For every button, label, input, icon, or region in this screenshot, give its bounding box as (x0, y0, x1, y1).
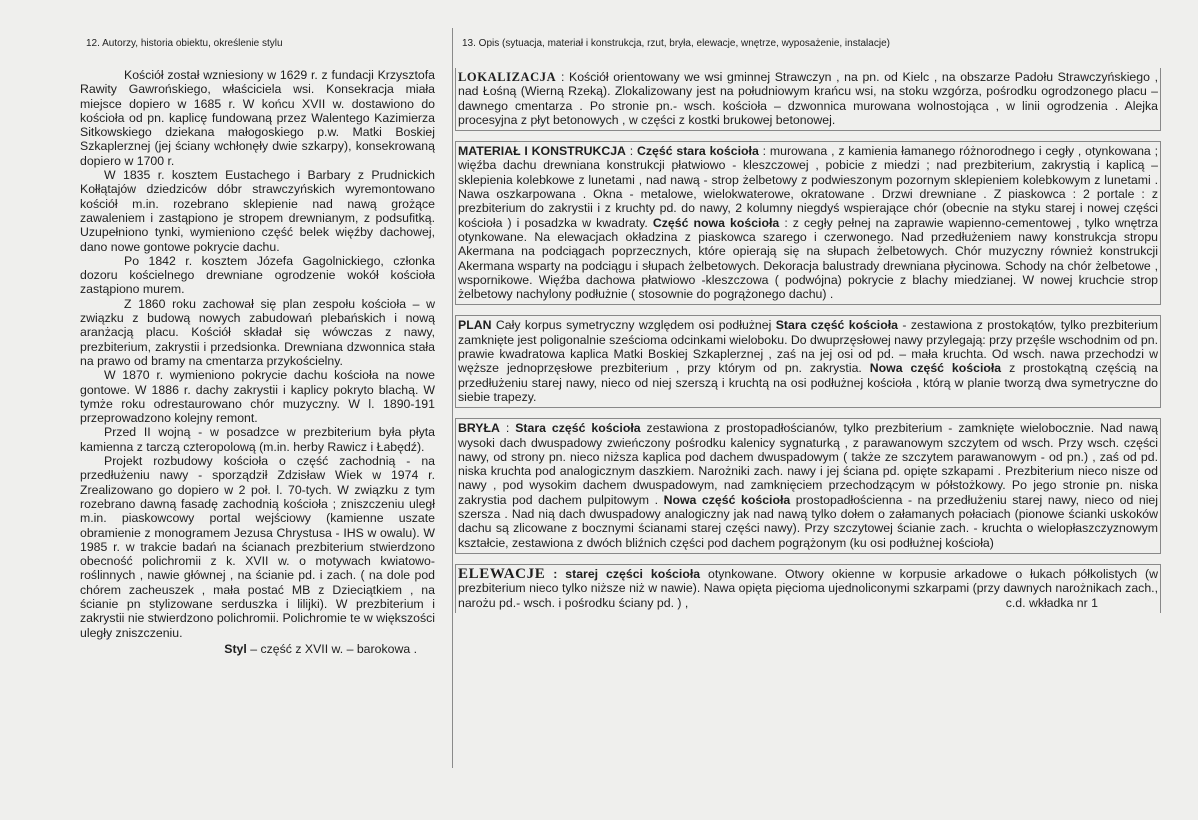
elewacje-text: otynkowane. Otwory okienne w korpusie arkadowe o łukach półkolistych (w prezbiterium nieco tylko niższe niż w nawie). Nawa opięta pięcioma ujednoliconymi szkarpami (przy dawnych narożnikach zach., narożu pd.- wsch. i pośrodku ściany pd. ) , (458, 566, 1159, 610)
continued-note: c.d. wkładka nr 1 (1005, 595, 1098, 610)
bryla-heading: BRYŁA (458, 421, 500, 436)
material-heading: MATERIAŁ I KONSTRUKCJA (458, 144, 626, 159)
style-value: – część z XVII w. – barokowa . (250, 641, 417, 656)
bryla-new-part-text: prostopadłościenna - na przedłużeniu starej nawy, nieco od niej szersza . Nad nią dach dwuspadowy analogiczny jak nad nawą tylko dołem o załamanych połaciach (pionowe ścianki uskoków dachu są zlicowane z bocznymi ścianami starej części nawy). Przy szczytowej ścianie zach. - kruchta o wielopłaszczyznowym kształcie, zestawiona z dwóch bliźnich części pod dachem pogrążonym (ku osi podłużnej kościoła) (458, 492, 1158, 550)
history-paragraph: Kościół został wzniesiony w 1629 r. z fundacji Krzysztofa Rawity Gawrońskiego, właściciela wsi. Konsekracja miała miejsce dopiero w 1685 r. W końcu XVII w. dostawiono do kościoła od pn. kaplicę fundowaną przez Walentego Kazimierza Sitkowskiego dziekana małogoskiego p.w. Matki Boskiej Szkaplerznej (jej ściany wchłonęły dwie szkarpy), konsekrowaną dopiero w 1700 r. (80, 68, 435, 168)
left-column-header: 12. Autorzy, historia obiektu, określenie stylu (86, 38, 283, 49)
plan-old-part-text: - zestawiona z prostokątów, tylko prezbiterium zamknięte jest poligonalnie sześcioma odcinkami wieloboku. Do dwuprzęsłowej nawy przylegają: przy przęśle wschodnim od pn. prawie kwadratowa kaplica Matki Boskiej Szkaplerznej , zaś na jej osi od pd. – mała kruchta. Od wsch. nawa przechodzi w węższe jednoprzęsłowe prezbiterium , przy którym od pn. zakrystia. (458, 318, 1159, 376)
plan-new-part-text: z prostokątną częścią na przedłużeniu starej nawy, nieco od niej szerszą i kruchtą na osi podłużnej kościoła , którą w planie tworzą dwa symetryczne do siebie trapezy. (458, 361, 1158, 404)
section-plan (455, 315, 1161, 408)
column-divider (452, 28, 453, 768)
bryla-new-part-label: Nowa część kościoła (663, 492, 791, 507)
style-label: Styl (224, 641, 247, 656)
history-paragraph: W 1870 r. wymieniono pokrycie dachu kościoła na nowe gontowe. W 1886 r. dachy zakrystii i kaplicy pokryto blachą. W tymże roku odrestaurowano chór muzyczny. W l. 1890-191 przeprowadzono kolejny remont. (80, 368, 435, 426)
history-paragraph: Przed II wojną - w posadzce w prezbiterium była płyta kamienna z tarczą czteropolową (m.in. herby Rawicz i Łabędź). (80, 425, 435, 454)
section-bryla: BRYŁA : Stara część kościoła zestawiona z prostopadłościanów, tylko prezbiterium - zamknięte wielobocznie. Nad nawą wysoki dach dwuspadowy zwieńczony pośrodku kalenicy sygnaturką , z parawanowym szczytem od wsch. Przy wsch. części nawy, od strony pn. nieco niższa kaplica pod dachem dwuspadowym ( także ze szczytem parawanowym - od pn.) , zaś od pd. niska kruchta pod analogicznym daszkiem. Narożniki zach. nawy i jej ściana pd. opięte szkapami . Prezbiterium nieco nisze od nawy , pod wysokim dachem dwuspadowym, nad zamknięciem przechodzącym w półstożkowy. Po jego stronie pn. niska zakrystia pod dachem pulpitowym . Nowa część kościoła prostopadłościenna - na przedłużeniu starej nawy, nieco od niej szersza . Nad nią dach dwuspadowy analogiczny jak nad nawą tylko dołem o załamanych połaciach (pionowe ścianki uskoków dachu są zlicowane z bocznymi ścianami starej części nawy). Przy szczytowej ścianie zach. - kruchta o wielopłaszczyznowym kształcie, zestawiona z dwóch bliźnich części pod dachem pogrążonym (ku osi podłużnej kościoła) (455, 418, 1161, 554)
lokalizacja-text: : Kościół orientowany we wsi gminnej Strawczyn , na pn. od Kielc , na obszarze Padołu Strawczyńskiego , nad Łośną (Wierną Rzeką). Zlokalizowany jest na południowym krańcu wsi, na stoku wzgórza, pośrodku ogrodzonego placu – dawnego cmentarza . Po stronie pn.- wsch. kościoła – dzwonnica murowana wolnostojąca , w linii ogrodzenia . Alejka procesyjna z płyt betonowych , w części z kostki brukowej betonowej. (458, 70, 1159, 127)
material-old-part-text: : murowana , z kamienia łamanego różnorodnego i cegły , otynkowana ; więźba dachu drewniana konstrukcji płatwiowo - kleszczowej , pobicie z miedzi ; nad prezbiterium, zakrystią i kaplicą – sklepienia kolebkowe z lunetami , nad nawą - strop żelbetowy z podwieszonym pozornym sklepieniem kolebkowym z lunetami . Nawa oszkarpowana . Okna - metalowe, wielokwaterowe, okratowane . Drzwi drewniane . Z piaskowca : 2 portale : z prezbiterium do zakrystii i z kruchty pd. do nawy, 2 kolumny niegdyś wspierające chór (obecnie na styku starej i nowej części kościoła ) i posadzka w kwadraty. (458, 144, 1158, 230)
elewacje-heading: ELEWACJE (458, 565, 546, 582)
plan-heading: PLAN (458, 318, 492, 333)
history-paragraph: Projekt rozbudowy kościoła o część zachodnią - na przedłużeniu nawy - sporządził Zdzisław Wiek w 1974 r. Zrealizowano go dopiero w 2 poł. l. 70-tych. W związku z tym rozebrano dawną fasadę zachodnią kościoła ; zniszczeniu uległ m.in. piaskowcowy portal wejściowy (kamienne uszate obramienie z monogramem Jezusa Chrystusa - IHS w owalu). W 1985 r. w trakcie badań na ścianach prezbiterium stwierdzono obecność polichromii z k. XVII w. o motywach kwiatowo-roślinnych , nawie głównej , na ścianie pd. i zach. ( na dole pod chórem zacheuszek , mała postać MB z Dzieciątkiem , na ścianie pn stylizowane serduszka i lilijki). W prezbiterium i zakrystii nie stwierdzono polichromii. Polichromie te w większości uległy zniszczeniu. (80, 454, 435, 640)
section-elewacje (455, 564, 1161, 613)
material-new-part-label: Część nowa kościoła (652, 215, 780, 230)
plan-new-part-label: Nowa część kościoła (869, 361, 1002, 376)
lokalizacja-heading: LOKALIZACJA (458, 70, 557, 84)
history-paragraph: W 1835 r. kosztem Eustachego i Barbary z Prudnickich Kołłątajów dziedziców dóbr strawczyńskich wyremontowano kościół m.in. rozebrano sklepienie nad nawą grożące zawaleniem i zastąpiono je stropem drewnianym, z podsufitką. Uzupełniono tynki, wymieniono część belek więźby dachowej, dano nowe gontowe pokrycie dachu. (80, 168, 435, 254)
description-column (455, 68, 1161, 613)
right-column-header: 13. Opis (sytuacja, materiał i konstrukcja, rzut, bryła, elewacje, wnętrze, wyposażenie, instalacje) (462, 38, 890, 49)
section-lokalizacja (455, 68, 1161, 131)
bryla-old-part-label: Stara część kościoła (515, 421, 641, 436)
material-old-part-label: Część stara kościoła (637, 144, 759, 159)
history-column (80, 68, 435, 656)
history-paragraph: Z 1860 roku zachował się plan zespołu kościoła – w związku z budową nowych zabudowań plebańskich i nową aranżacją placu. Kościół składał się wówczas z nawy, prezbiterium, zakrystii i przedsionka. Drewniana dzwonnica stała na prawo od bramy na cmentarza przykościelny. (80, 296, 435, 368)
plan-text-intro: Cały korpus symetryczny względem osi podłużnej (495, 318, 772, 333)
material-new-part-text: : z cegły pełnej na zaprawie wapienno-cementowej , tylko wnętrza otynkowane. Na elewacjach okładzina z piaskowca szarego i czerwonego. Nad przedłużeniem nawy konstrukcja stropu Akermana na podciągach poprzecznych, które opierają się na słupach żelbetowych. Chór muzyczny również konstrukcji Akermana wsparty na podciągu i słupach żelbetowych. Dekoracja balustrady drewniana płycinowa. Schody na chór żelbetowe , wspornikowe. Więźba dachowa płatwiowo -kleszczowa ( podwójna) pokrycie z blachy miedzianej. W nowej kruchcie strop żelbetowy nachylony podłużnie ( stosownie do pogrążonego dachu) . (458, 215, 1159, 302)
bryla-old-part-text: zestawiona z prostopadłościanów, tylko prezbiterium - zamknięte wielobocznie. Nad nawą wysoki dach dwuspadowy zwieńczony pośrodku kalenicy sygnaturką , z parawanowym szczytem od wsch. Przy wsch. części nawy, od strony pn. nieco niższa kaplica pod dachem dwuspadowym ( także ze szczytem parawanowym - od pn.) , zaś od pd. niska kruchta pod analogicznym daszkiem. Narożniki zach. nawy i jej ściana pd. opięte szkapami . Prezbiterium nieco nisze od nawy , pod wysokim dachem dwuspadowym, nad zamknięciem przechodzącym w półstożkowy. Po jego stronie pn. niska zakrystia pod dachem pulpitowym . (458, 421, 1159, 507)
plan-old-part-label: Stara część kościoła (775, 318, 898, 333)
style-line (80, 642, 435, 656)
section-material: MATERIAŁ I KONSTRUKCJA : Część stara kościoła : murowana , z kamienia łamanego różnorodnego i cegły , otynkowana ; więźba dachu drewniana konstrukcji płatwiowo - kleszczowej , pobicie z miedzi ; nad prezbiterium, zakrystią i kaplicą – sklepienia kolebkowe z lunetami , nad nawą - strop żelbetowy z podwieszonym pozornym sklepieniem kolebkowym z lunetami . Nawa oszkarpowana . Okna - metalowe, wielokwaterowe, okratowane . Drzwi drewniane . Z piaskowca : 2 portale : z prezbiterium do zakrystii i z kruchty pd. do nawy, 2 kolumny niegdyś wspierające chór (obecnie na styku starej i nowej części kościoła ) i posadzka w kwadraty. Część nowa kościoła : z cegły pełnej na zaprawie wapienno-cementowej , tylko wnętrza otynkowane. Na elewacjach okładzina z piaskowca szarego i czerwonego. Nad przedłużeniem nawy konstrukcja stropu Akermana na podciągach poprzecznych, które opierają się na słupach żelbetowych. Chór muzyczny również konstrukcji Akermana wsparty na podciągu i słupach żelbetowych. Dekoracja balustrady drewniana płycinowa. Schody na chór żelbetowe , wspornikowe. Więźba dachowa płatwiowo -kleszczowa ( podwójna) pokrycie z blachy miedzianej. W nowej kruchcie strop żelbetowy nachylony podłużnie ( stosownie do pogrążonego dachu) . (455, 141, 1161, 305)
history-paragraph: Po 1842 r. kosztem Józefa Gagolnickiego, członka dozoru kościelnego drewniane ogrodzenie wokół kościoła zastąpiono murem. (80, 253, 435, 297)
elewacje-old-part-label: : starej części kościoła (553, 566, 701, 581)
